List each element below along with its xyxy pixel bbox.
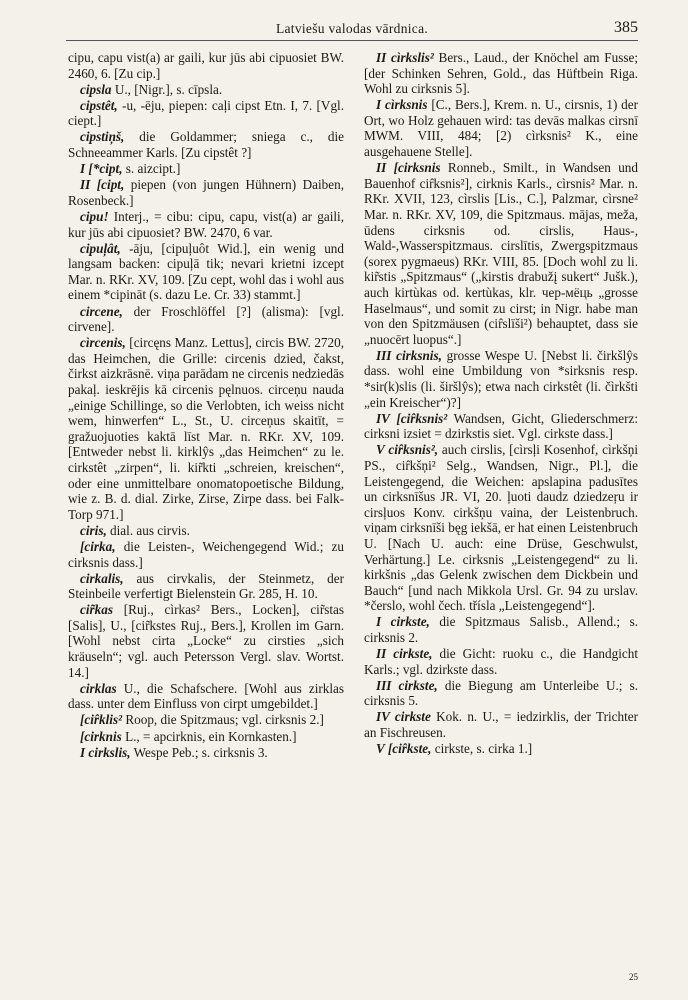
dictionary-entry — [364, 348, 638, 410]
entry-headword: cipu! — [80, 208, 109, 224]
entry-text: aus cirvkalis, der Steinmetz, der Steinbeile verfertigt Bielenstein Gr. 285, H. 10. — [68, 570, 345, 602]
entry-headword: circene, — [80, 303, 123, 319]
entry-headword: II [cipt, — [80, 177, 125, 193]
dictionary-entry — [364, 678, 638, 709]
entry-headword: V [cir̂kste, — [376, 741, 432, 757]
dictionary-entry — [364, 97, 638, 159]
entry-headword: IV [cir̂ksnis² — [376, 410, 448, 426]
entry-text: s. aizcipt.] — [125, 161, 181, 177]
entry-text: die Spitzmaus Salisb., Allend.; s. cirksnis 2. — [364, 614, 638, 645]
entry-headword: III cirkste, — [376, 677, 438, 693]
entry-text: der Froschlöffel [?] (alisma): [vgl. cirvene]. — [68, 303, 344, 335]
right-column — [364, 50, 638, 757]
entry-headword: IV cirkste — [376, 709, 431, 725]
dictionary-entry — [68, 82, 344, 98]
entry-text: piepen (von jungen Hühnern) Daiben, Rosenbeck.] — [68, 177, 344, 208]
entry-text: Interj., = cibu: cipu, capu, vist(a) ar gaili, kur jūs abi cipuosiet? BW. 2470, 6 var. — [68, 208, 344, 240]
entry-headword: [cirknis — [80, 728, 122, 744]
entry-headword: III cirksnis, — [376, 347, 442, 363]
entry-text: Wandsen, Gicht, Gliederschmerz: cirksni izsiet = dzirkstis siet. Vgl. cirkste dass.] — [364, 410, 638, 442]
dictionary-entry — [68, 129, 344, 160]
entry-text: Wespe Peb.; s. cirksnis 3. — [133, 744, 268, 760]
dictionary-entry — [68, 539, 344, 570]
entry-text: Kok. n. U., = iedzirklis, der Trichter an Fischreusen. — [364, 709, 638, 741]
entry-text: cirkste, s. cirka 1.] — [434, 741, 533, 757]
entry-headword: I cirkslis, — [80, 744, 131, 760]
entry-headword: ciris, — [80, 522, 107, 538]
dictionary-entry — [364, 160, 638, 347]
entry-text: Bers., Laud., der Knöchel am Fusse; [der Schinken Sehren, Gold., das Hüftbein Riga. Wohl zu cirksnis 5]. — [364, 50, 638, 97]
dictionary-entry — [364, 411, 638, 442]
entry-headword: V cir̂ksnis², — [376, 442, 439, 458]
dictionary-entry — [68, 729, 344, 745]
entry-headword: I cìrksnis — [376, 97, 428, 113]
dictionary-entry — [364, 741, 638, 757]
left-column — [68, 50, 344, 761]
entry-text: dial. aus cirvis. — [110, 522, 190, 538]
dictionary-entry — [68, 241, 344, 303]
entry-text: die Goldammer; sniega c., die Schneeammer Karls. [Zu cipstêt ?] — [68, 129, 345, 161]
dictionary-entry — [68, 523, 344, 539]
entry-headword: II cirkste, — [376, 646, 433, 662]
dictionary-entry — [68, 304, 344, 335]
dictionary-entry — [364, 646, 638, 677]
dictionary-entry — [68, 50, 344, 81]
entry-text: -u, -ēju, piepen: caļi cipst Etn. I, 7. [Vgl. ciept.] — [68, 97, 345, 129]
signature-mark: 25 — [629, 972, 638, 982]
dictionary-entry — [364, 50, 638, 97]
dictionary-entry — [364, 614, 638, 645]
dictionary-entry — [68, 571, 344, 602]
dictionary-entry — [68, 335, 344, 522]
entry-headword: cipstiņš, — [80, 129, 125, 145]
entry-text: Ronneb., Smilt., in Wandsen und Bauenhof cir̂ksnis²], cirknis Karls., cìrsnis² Mar. n. RKr. XVII, 123, cìrslis [Lis., C.], Palzmar, cìrsne² Mar. n. RKr. XV, 109, die Spitzmaus. mājas, meža, ūdens cirksnis od. cirslis, Haus-, Wald-,Wasserspitzmaus. cirslītis, Zwergspitzmaus (sorex pygmaeus) RKr. VIII, 85. [Doch wohl zu li. kir̃stis „Spitzmaus“ („kirstis drabužį sukert“ Jušk.), auch kirtùkas od. kertùkas, klr. чер-мёць „grosse Haselmaus“, und somit zu cirst; in Nigr. habe man von den Spitzmäusen (cir̂slīši²) behauptet, dass sie „nuocērt luopus“.] — [364, 160, 638, 347]
dictionary-entry — [68, 98, 344, 129]
entry-headword: I [*cipt, — [80, 161, 123, 177]
entry-headword: II [cirksnis — [376, 160, 441, 176]
entry-text: cipu, capu vist(a) ar gaili, kur jūs abi cipuosiet BW. 2460, 6. [Zu cip.] — [68, 50, 344, 81]
dictionary-entry — [68, 681, 344, 712]
entry-text: Roop, die Spitzmaus; vgl. cirksnis 2.] — [125, 712, 324, 728]
entry-text: U., [Nigr.], s. cīpsla. — [114, 81, 223, 97]
entry-headword: cipstêt, — [80, 97, 118, 113]
page-header — [66, 18, 638, 41]
entry-headword: I cirkste, — [376, 614, 430, 630]
entry-text: U., die Schafschere. [Wohl aus zirklas dass. unter dem Einfluss von cirpt umgebildet.] — [68, 680, 345, 712]
entry-headword: [cir̂klis² — [80, 712, 123, 728]
entry-headword: [cirka, — [80, 538, 116, 554]
dictionary-entry — [68, 602, 344, 680]
entry-text: auch cirslis, [cìrsļi Kosenhof, cìrkšņi PS., cir̂kšņi² Selg., Wandsen, Nigr., Pl.], die Leistengegend, die Weichen: apslapina padusītes un cirksnīšus JR. VI, 20. ļuoti daudz dziedzeŗu ir cirsļuos Konv. cirkšņu vaina, der Leistenbruch. viņam cirksnīši bęg iekšā, er hat einen Leistenbruch U. [Nach U. auch: eine Drüse, Geschwulst, Verhärtung.] Le. cirksnis „Leistengegend“ zu li. kirkšnis „das Gelenk zwischen dem Dickbein und Bauch“ [und nach Mikkola Ursl. Gr. 94 zu urslav. *čerslo, wohl čech. třísla „Leistengegend“]. — [364, 442, 638, 614]
dictionary-entry — [364, 442, 638, 614]
entry-text: [C., Bers.], Krem. n. U., cirsnis, 1) der Ort, wo Holz gehauen wird: tas devās malkas cirsnī MWM. VIII, 484; [2) cìrksnis² K., eine ausgehauene Stelle]. — [364, 97, 639, 160]
entry-headword: cirkalis, — [80, 570, 124, 586]
dictionary-entry — [68, 745, 344, 761]
entry-text: grosse Wespe U. [Nebst li. čirkšlŷs dass. wohl eine Umbildung von *sirksnis resp. *sir(k)slis (li. širšlŷs); etwa nach cirkstêt (li. čìrkšti „ein Kreischer“)?] — [364, 347, 638, 410]
running-title: Latviešu valodas vārdnica. — [275, 21, 429, 36]
entry-text: die Biegung am Unterleibe U.; s. cirksnis 5. — [364, 677, 638, 709]
page-number: 385 — [614, 19, 638, 36]
entry-text: -āju, [cipuļuôt Wid.], ein wenig und langsam backen: cipuļā tik; nevari krietni izcept Mar. n. RKr. XV, 109. [Zu cept, wohl das i wohl aus einem *cipināt (s. dazu Le. Cr. 33) stammt.] — [68, 240, 344, 303]
entry-headword: II cìrkslis² — [376, 50, 434, 65]
dictionary-entry — [68, 161, 344, 177]
entry-text: die Gicht: ruoku c., die Handgicht Karls.; vgl. dzirkste dass. — [364, 646, 638, 677]
entry-text: die Leisten-, Weichengegend Wid.; zu cirksnis dass.] — [68, 538, 344, 570]
entry-headword: cìrcenis, — [80, 335, 126, 351]
dictionary-entry — [364, 709, 638, 740]
entry-text: L., = apcirknis, ein Kornkasten.] — [125, 728, 297, 744]
entry-headword: cipsla — [80, 81, 112, 97]
dictionary-entry — [68, 177, 344, 208]
dictionary-entry — [68, 712, 344, 728]
entry-headword: cirklas — [80, 680, 117, 696]
entry-headword: cir̃kas — [80, 602, 113, 618]
entry-text: [circęns Manz. Lettus], circis BW. 2720, das Heimchen, die Grille: circenis dzied, čakst, čirkst aizkrāsnē. viņa parādam ne circenis nedziedās pakaļ. ieskrējis kā circenis pęlnuos. circeņu nauda „einige Schillinge, so die Verlobten, ich weiss nicht wem, hinwerfen“ L., St., U. circeņus skaitīt, = gražuojuoties kaktā līst Mar. n. RKr. XV, 109. [Entweder nebst li. kirklŷs „das Heimchen“ zu le. cirkstêt „zirpen“, li. kir̃kti „schreien, kreischen“, oder eine unmittelbare onomatopoetische Bildung, wie z. B. d. dial. Zirke, Zirse, Zirpe dass. bei Falk-Torp 971.] — [68, 335, 345, 522]
entry-headword: cipuļât, — [80, 240, 121, 256]
entry-text: [Ruj., cìrkas² Bers., Locken], cir̃stas [Salis], U., [cir̃kstes Ruj., Bers.], Krollen im Garn. [Wohl nebst cirta „Locke“ zu cirsties „sich kräuseln“; vgl. auch Petersson Vergl. slav. Wortst. 14.] — [68, 602, 345, 680]
dictionary-entry — [68, 209, 344, 240]
